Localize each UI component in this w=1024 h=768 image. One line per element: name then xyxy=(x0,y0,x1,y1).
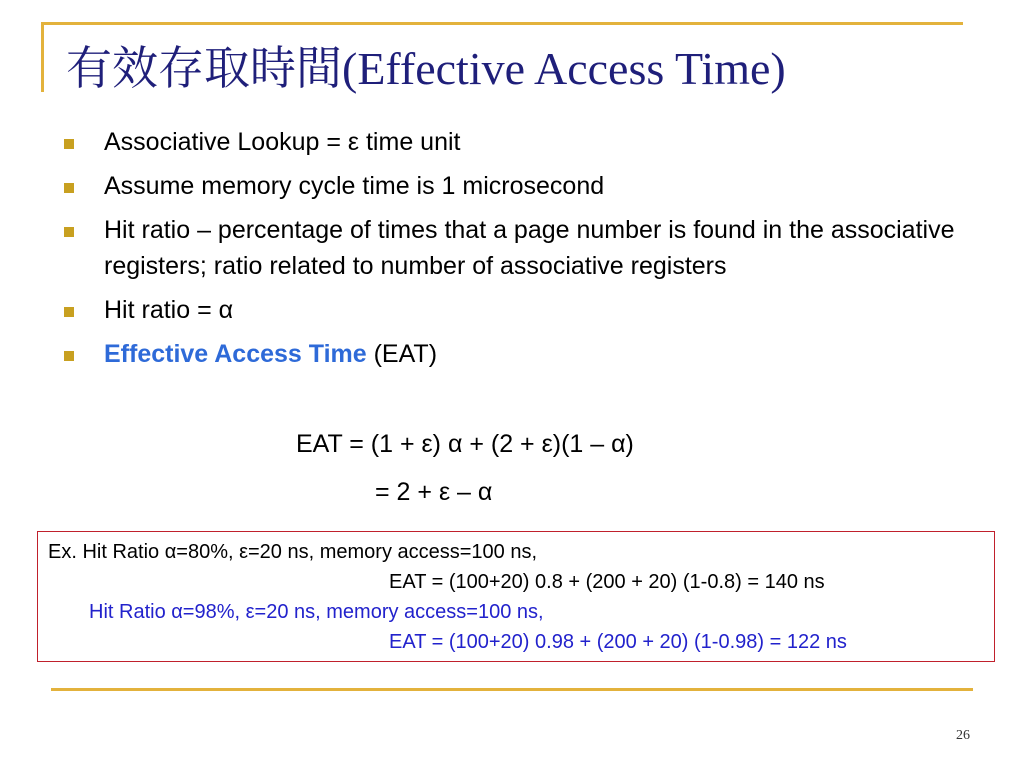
bullet-text: Hit ratio = α xyxy=(104,296,234,324)
bullet-text: Hit ratio – percentage of times that a page number is found in the associative registers; ratio related to number of associative registers xyxy=(104,216,955,280)
bullet-text: Assume memory cycle time is 1 microsecond xyxy=(104,172,605,200)
example-line-3: Hit Ratio α=98%, ε=20 ns, memory access=100 ns, xyxy=(89,601,544,623)
slide-title: 有效存取時間(Effective Access Time) xyxy=(66,43,786,94)
example-line-4: EAT = (100+20) 0.98 + (200 + 20) (1-0.98) = 122 ns xyxy=(389,631,847,653)
bullet-text: (EAT) xyxy=(366,340,438,368)
bullet-item xyxy=(60,168,980,204)
bullet-highlight: Effective Access Time xyxy=(104,340,367,368)
example-line-1: Ex. Hit Ratio α=80%, ε=20 ns, memory access=100 ns, xyxy=(48,541,538,563)
square-bullet-icon xyxy=(64,139,74,149)
bullet-item xyxy=(60,292,980,328)
bottom-rule xyxy=(51,688,973,691)
top-rule xyxy=(41,22,963,25)
bullet-item xyxy=(60,124,980,160)
square-bullet-icon xyxy=(64,351,74,361)
bullet-text: Associative Lookup = ε time unit xyxy=(104,128,461,156)
page-number: 26 xyxy=(956,728,970,743)
bullet-item xyxy=(60,336,980,372)
square-bullet-icon xyxy=(64,227,74,237)
example-box xyxy=(37,531,995,662)
eat-simplified: = 2 + ε – α xyxy=(375,478,493,506)
eat-formula: EAT = (1 + ε) α + (2 + ε)(1 – α) xyxy=(296,430,634,458)
left-rule xyxy=(41,22,44,92)
square-bullet-icon xyxy=(64,307,74,317)
example-line-2: EAT = (100+20) 0.8 + (200 + 20) (1-0.8) = 140 ns xyxy=(389,571,825,593)
square-bullet-icon xyxy=(64,183,74,193)
bullet-list xyxy=(60,124,980,380)
bullet-item xyxy=(60,212,980,284)
